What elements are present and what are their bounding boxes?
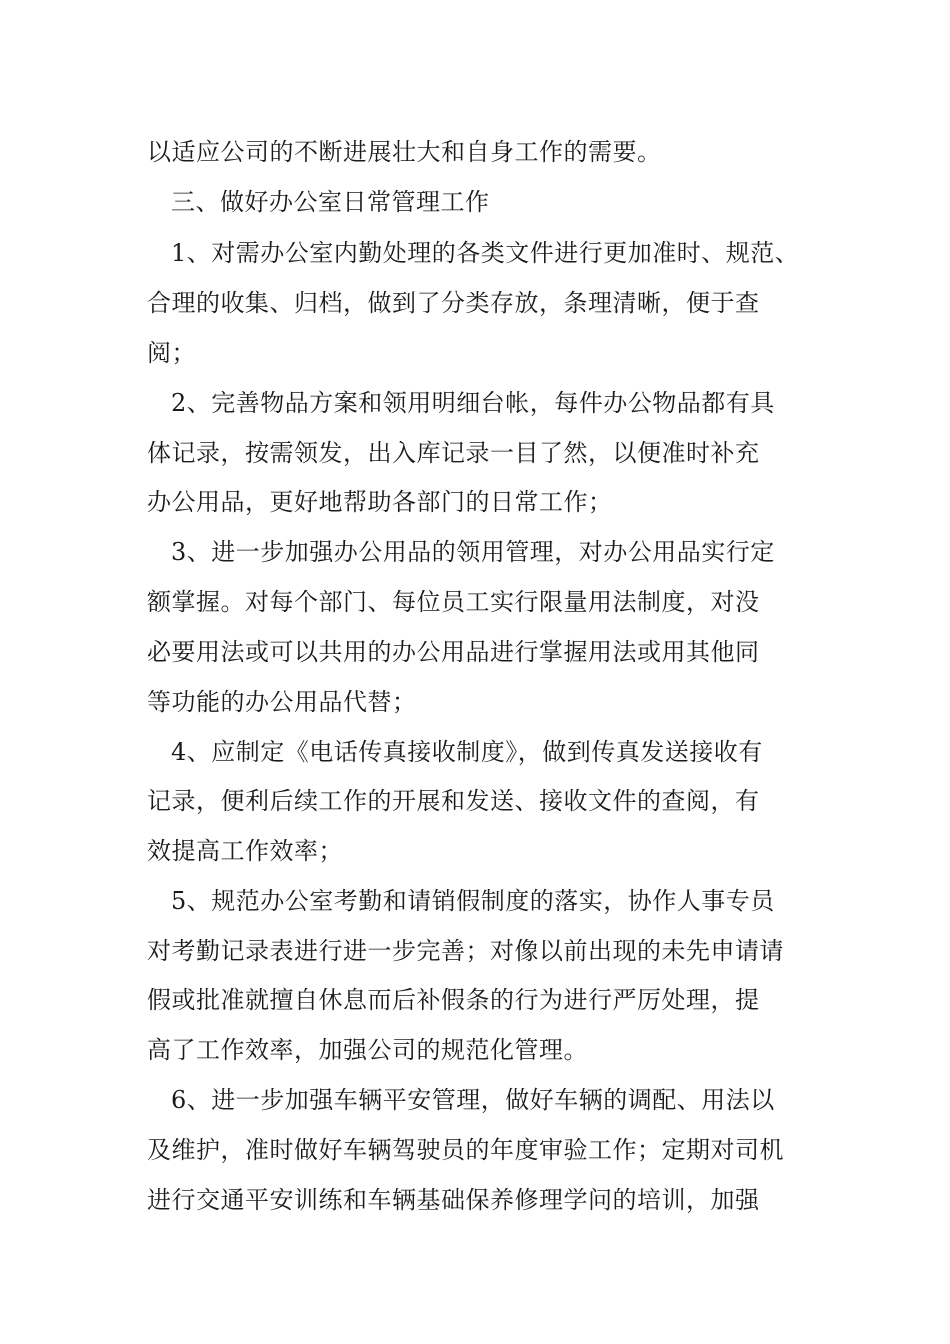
text-line: 记录，便利后续工作的开展和发送、接收文件的查阅，有 [147, 787, 760, 815]
text-line: 进行交通平安训练和车辆基础保养修理学问的培训，加强 [147, 1186, 760, 1214]
text-line: 4、应制定《电话传真接收制度》，做到传真发送接收有 [171, 738, 763, 766]
text-line: 合理的收集、归档，做到了分类存放，条理清晰，便于查 [147, 289, 760, 317]
text-line: 3、进一步加强办公用品的领用管理，对办公用品实行定 [171, 538, 775, 566]
text-line: 等功能的办公用品代替； [147, 688, 417, 716]
text-line: 2、完善物品方案和领用明细台帐，每件办公物品都有具 [171, 389, 775, 417]
text-line: 6、进一步加强车辆平安管理，做好车辆的调配、用法以 [171, 1086, 775, 1114]
text-line: 阅； [147, 339, 196, 367]
text-line: 5、规范办公室考勤和请销假制度的落实，协作人事专员 [171, 887, 775, 915]
text-line: 高了工作效率，加强公司的规范化管理。 [147, 1036, 588, 1064]
text-line: 假或批准就擅自休息而后补假条的行为进行严厉处理，提 [147, 986, 760, 1014]
section-heading: 三、做好办公室日常管理工作 [171, 188, 490, 216]
text-line: 体记录，按需领发，出入库记录一目了然，以便准时补充 [147, 439, 760, 467]
text-line: 对考勤记录表进行进一步完善；对像以前出现的未先申请请 [147, 937, 784, 965]
text-line: 及维护，准时做好车辆驾驶员的年度审验工作；定期对司机 [147, 1136, 784, 1164]
text-line: 以适应公司的不断进展壮大和自身工作的需要。 [147, 138, 662, 166]
text-line: 必要用法或可以共用的办公用品进行掌握用法或用其他同 [147, 638, 760, 666]
text-line: 额掌握。对每个部门、每位员工实行限量用法制度，对没 [147, 588, 760, 616]
text-line: 1、对需办公室内勤处理的各类文件进行更加准时、规范、 [171, 239, 800, 267]
text-line: 效提高工作效率； [147, 837, 343, 865]
text-line: 办公用品，更好地帮助各部门的日常工作； [147, 488, 613, 516]
